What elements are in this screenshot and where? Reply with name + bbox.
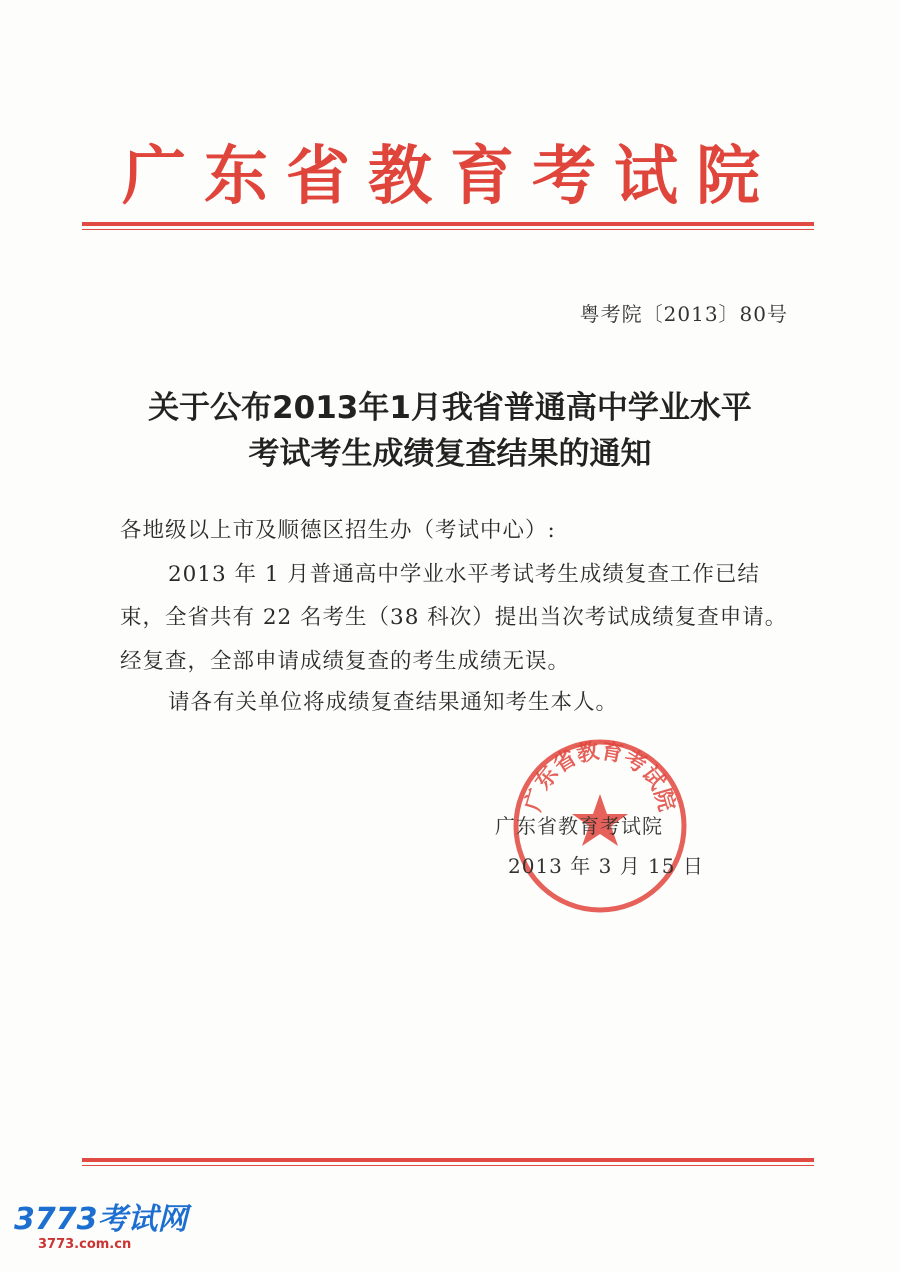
site-watermark xyxy=(14,1202,188,1253)
watermark-logo: 3773考试网 xyxy=(14,1202,188,1237)
paragraph-1-line-2: 束，全省共有 22 名考生（38 科次）提出当次考试成绩复查申请。 xyxy=(120,605,788,630)
signature-date: 2013 年 3 月 15 日 xyxy=(508,854,704,878)
document-title-line-1: 关于公布2013年1月我省普通高中学业水平 xyxy=(148,390,752,426)
document-number: 粤考院〔2013〕80号 xyxy=(579,302,788,326)
seal-text: 广东省教育考试院 xyxy=(520,737,680,815)
signature-organization: 广东省教育考试院 xyxy=(495,814,663,838)
paragraph-1-line-1: 2013 年 1 月普通高中学业水平考试考生成绩复查工作已结 xyxy=(168,562,760,587)
header-divider xyxy=(82,222,814,230)
organization-header: 广东省教育考试院 xyxy=(122,139,778,214)
footer-divider xyxy=(82,1158,814,1166)
watermark-url: 3773.com.cn xyxy=(38,1237,132,1252)
document-title-line-2: 考试考生成绩复查结果的通知 xyxy=(248,436,652,472)
paragraph-1-line-3: 经复查，全部申请成绩复查的考生成绩无误。 xyxy=(120,649,571,674)
paragraph-2: 请各有关单位将成绩复查结果通知考生本人。 xyxy=(168,690,619,715)
salutation: 各地级以上市及顺德区招生办（考试中心）: xyxy=(120,518,556,543)
